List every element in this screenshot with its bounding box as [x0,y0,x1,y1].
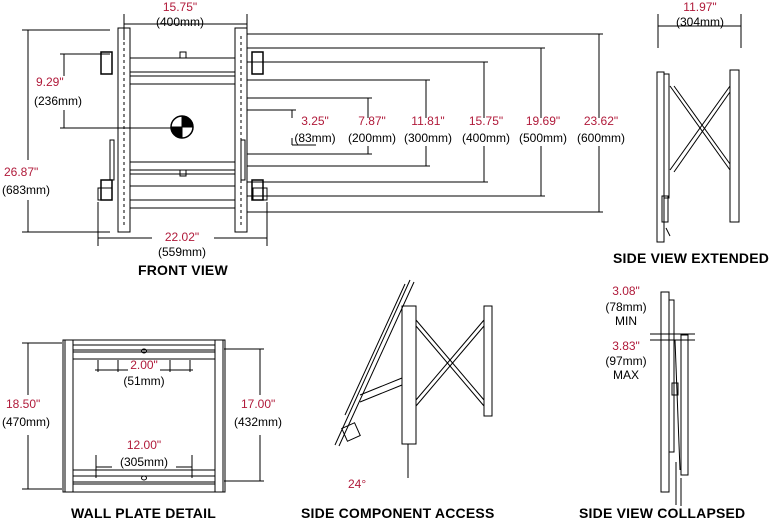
side-view-extended-drawing [657,14,741,242]
slot-top-inches: 2.00" [130,358,158,372]
vesa-200-mm: (200mm) [347,131,397,145]
front-view-title: FRONT VIEW [138,262,228,278]
height-total-mm: (683mm) [2,183,51,197]
slot-top-mm: (51mm) [123,374,165,388]
vesa-500-mm: (500mm) [518,131,568,145]
collapsed-max-inches: 3.83" [612,339,640,353]
offset-mm: (236mm) [34,94,83,108]
side-depth-mm: (304mm) [675,15,725,29]
center-target-icon [171,116,193,138]
vesa-400-inches: 15.75" [468,114,504,128]
slot-bottom-mm: (305mm) [119,455,169,469]
vesa-83-inches: 3.25" [301,114,329,128]
collapsed-min-inches: 3.08" [612,284,640,298]
top-width-inches: 15.75" [162,0,198,14]
wall-plate-outer-height-inches: 18.50" [6,397,41,411]
collapsed-max-mm: (97mm) [605,354,647,368]
bottom-width-inches: 22.02" [164,230,200,244]
vesa-200-inches: 7.87" [358,114,386,128]
vesa-300-inches: 11.81" [411,114,445,128]
front-view-drawing [22,14,603,246]
offset-inches: 9.29" [36,75,64,89]
side-depth-inches: 11.97" [683,0,717,14]
collapsed-min-label: MIN [615,314,637,328]
wall-plate-detail-title: WALL PLATE DETAIL [71,505,216,521]
collapsed-min-mm: (78mm) [605,300,647,314]
side-view-extended-title: SIDE VIEW EXTENDED [613,250,770,266]
bottom-width-mm: (559mm) [157,245,207,259]
top-width-mm: (400mm) [155,15,205,29]
vesa-83-mm: (83mm) [294,131,336,145]
wall-plate-inner-height-mm: (432mm) [234,415,283,429]
tilt-angle-label: 24° [348,477,367,491]
side-view-collapsed-drawing [650,292,695,506]
slot-bottom-inches: 12.00" [126,438,162,452]
vesa-500-inches: 19.69" [525,114,561,128]
vesa-300-mm: (300mm) [403,131,453,145]
height-total-inches: 26.87" [4,165,39,179]
collapsed-max-label: MAX [612,368,640,382]
vesa-600-inches: 23.62" [583,114,619,128]
side-component-access-drawing [335,280,492,478]
wall-plate-outer-height-mm: (470mm) [2,415,51,429]
wall-plate-inner-height-inches: 17.00" [241,397,276,411]
vesa-600-mm: (600mm) [576,131,626,145]
vesa-400-mm: (400mm) [461,131,511,145]
side-component-access-title: SIDE COMPONENT ACCESS [301,505,495,521]
side-view-collapsed-title: SIDE VIEW COLLAPSED [579,505,746,521]
